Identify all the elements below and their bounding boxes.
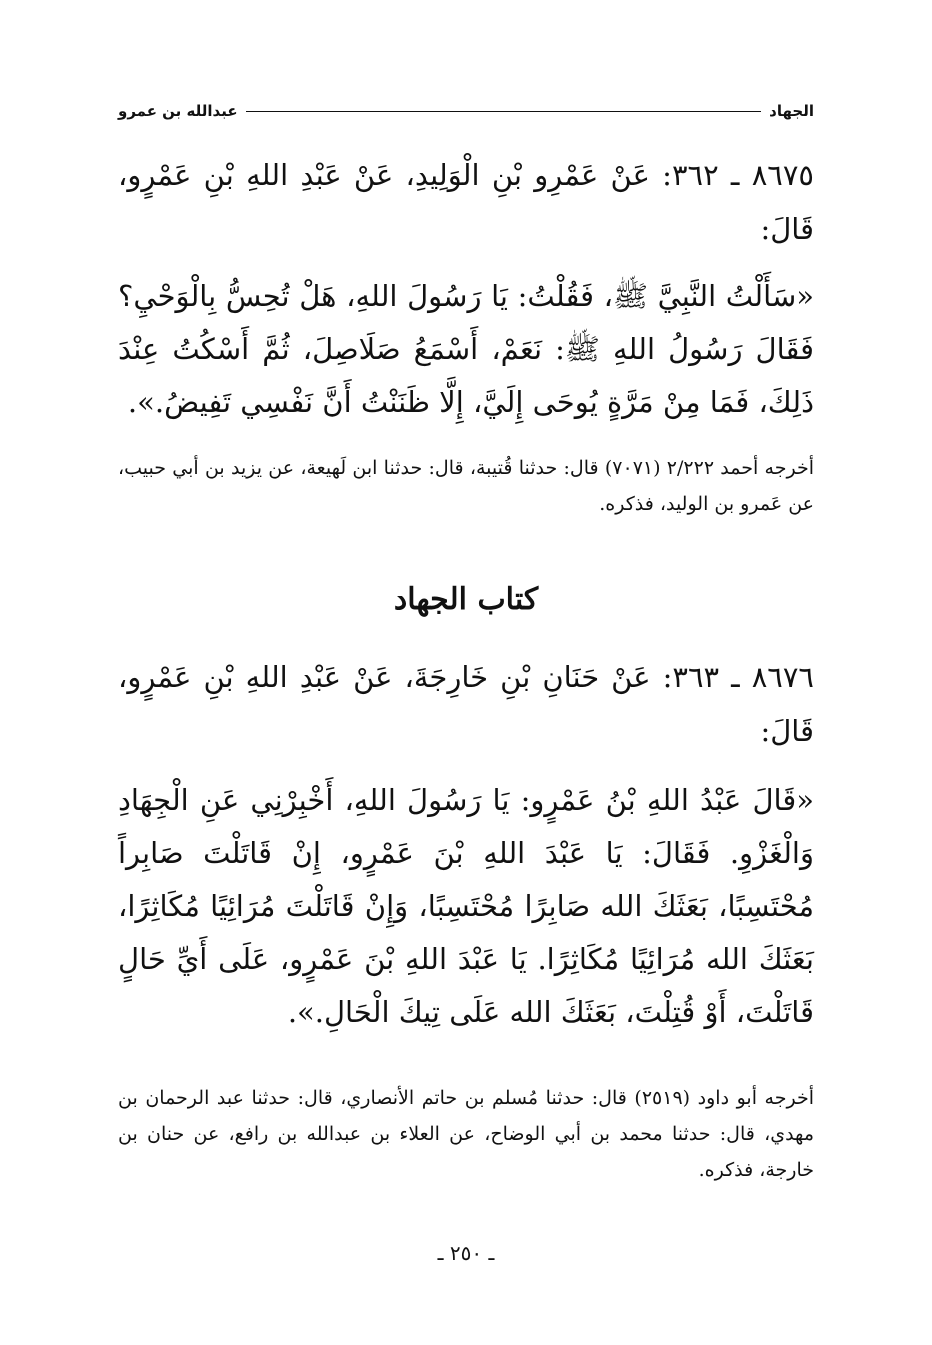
hadith-8675-source: أخرجه أحمد ٢/٢٢٢ (٧٠٧١) قال: حدثنا قُتيبة، قال: حدثنا ابن لَهيعة، عن يزيد بن أبي حبيب، عن عَمرو بن الوليد، فذكره.	[118, 457, 814, 515]
header-section: الجهاد	[769, 102, 814, 120]
header-narrator: عبدالله بن عمرو	[118, 102, 238, 120]
header-rule	[246, 111, 762, 112]
hadith-8676-source: أخرجه أبو داود (٢٥١٩) قال: حدثنا مُسلم بن حاتم الأنصاري، قال: حدثنا عبد الرحمان بن مهدي، قال: حدثنا محمد بن أبي الوضاح، عن العلاء بن عبدالله بن رافع، عن حنان بن خارجة، فذكره.	[118, 1087, 814, 1181]
book-title: كتاب الجهاد	[393, 582, 539, 617]
hadith-8676-text: «قَالَ عَبْدُ اللهِ بْنُ عَمْرٍو: يَا رَسُولَ اللهِ، أَخْبِرْنِي عَنِ الْجِهَادِ وَالْغَزْوِ. فَقَالَ: يَا عَبْدَ اللهِ بْنَ عَمْرٍو، إِنْ قَاتَلْتَ صَابِراً مُحْتَسِبًا، بَعَثَكَ الله صَابِرًا مُحْتَسِبًا، وَإِنْ قَاتَلْتَ مُرَائِيًا مُكَاثِرًا، بَعَثَكَ الله مُرَائِيًا مُكَاثِرًا. يَا عَبْدَ اللهِ بْنَ عَمْرٍو، عَلَى أَيِّ حَالٍ قَاتَلْتَ، أَوْ قُتِلْتَ، بَعَثَكَ الله عَلَى تِيكَ الْحَالِ.».	[118, 783, 814, 1029]
running-header	[118, 100, 814, 122]
page-number: ـ ٢٥٠ ـ	[437, 1241, 495, 1265]
hadith-8676-heading: ٨٦٧٦ ـ ٣٦٣: عَنْ حَنَانِ بْنِ خَارِجَةَ، عَنْ عَبْدِ اللهِ بْنِ عَمْرٍو، قَالَ:	[118, 660, 815, 748]
hadith-8675-text: «سَأَلْتُ النَّبِيَّ ﷺ، فَقُلْتُ: يَا رَسُولَ اللهِ، هَلْ تُحِسُّ بِالْوَحْيِ؟ فَقَالَ رَسُولُ اللهِ ﷺ: نَعَمْ، أَسْمَعُ صَلَاصِلَ، ثُمَّ أَسْكُتُ عِنْدَ ذَلِكَ، فَمَا مِنْ مَرَّةٍ يُوحَى إِلَيَّ، إِلَّا ظَنَنْتُ أَنَّ نَفْسِي تَفِيضُ.».	[118, 279, 814, 419]
hadith-8675-heading: ٨٦٧٥ ـ ٣٦٢: عَنْ عَمْرِو بْنِ الْوَلِيدِ، عَنْ عَبْدِ اللهِ بْنِ عَمْرٍو، قَالَ:	[118, 158, 814, 246]
